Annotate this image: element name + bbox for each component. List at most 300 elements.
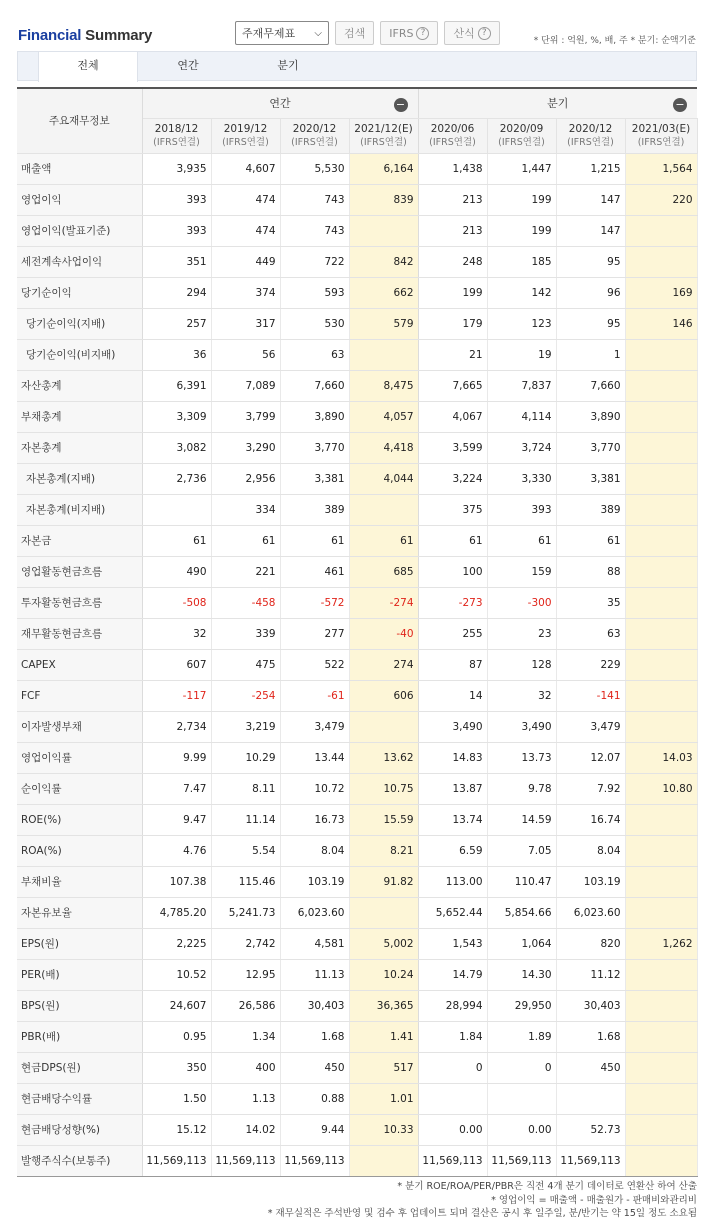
table-cell bbox=[625, 835, 697, 866]
row-label: ROA(%) bbox=[17, 835, 142, 866]
formula-help-button[interactable] bbox=[444, 21, 499, 45]
table-cell bbox=[418, 1083, 487, 1114]
table-cell: 3,599 bbox=[418, 432, 487, 463]
table-row bbox=[17, 1114, 697, 1145]
table-cell: 449 bbox=[211, 246, 280, 277]
footnote: * 분기 ROE/ROA/PER/PBR은 직전 4개 분기 데이터로 연환산 하여 산출 bbox=[397, 1181, 697, 1192]
table-cell: 4,607 bbox=[211, 153, 280, 184]
table-cell: 606 bbox=[349, 680, 418, 711]
table-cell: 6.59 bbox=[418, 835, 487, 866]
table-cell: 5,652.44 bbox=[418, 897, 487, 928]
table-cell bbox=[625, 339, 697, 370]
table-cell: 103.19 bbox=[280, 866, 349, 897]
table-cell: 6,391 bbox=[142, 370, 211, 401]
footnotes bbox=[268, 1180, 697, 1221]
table-cell: 11,569,113 bbox=[142, 1145, 211, 1176]
period-date: 2020/09 bbox=[499, 122, 544, 135]
table-cell bbox=[625, 711, 697, 742]
table-cell: 96 bbox=[556, 277, 625, 308]
table-cell: 820 bbox=[556, 928, 625, 959]
table-cell: 56 bbox=[211, 339, 280, 370]
table-cell: 12.95 bbox=[211, 959, 280, 990]
table-cell: 169 bbox=[625, 277, 697, 308]
table-cell: 1.68 bbox=[556, 1021, 625, 1052]
tab-quarter[interactable]: 분기 bbox=[277, 59, 299, 72]
table-cell: 3,082 bbox=[142, 432, 211, 463]
table-cell: 14.02 bbox=[211, 1114, 280, 1145]
table-cell bbox=[625, 1052, 697, 1083]
row-label: PBR(배) bbox=[17, 1021, 142, 1052]
row-label: 부채비율 bbox=[17, 866, 142, 897]
table-cell bbox=[625, 525, 697, 556]
table-cell: 579 bbox=[349, 308, 418, 339]
table-cell: 3,724 bbox=[487, 432, 556, 463]
table-cell: 375 bbox=[418, 494, 487, 525]
table-cell: 13.62 bbox=[349, 742, 418, 773]
table-cell: 91.82 bbox=[349, 866, 418, 897]
help-icon: ? bbox=[416, 27, 429, 40]
table-row bbox=[17, 742, 697, 773]
tab-all[interactable]: 전체 bbox=[38, 52, 138, 82]
period-basis: (IFRS연결) bbox=[429, 136, 476, 148]
table-cell: 0.00 bbox=[487, 1114, 556, 1145]
annual-group-label: 연간 bbox=[269, 97, 291, 111]
table-row bbox=[17, 959, 697, 990]
table-cell: 11,569,113 bbox=[418, 1145, 487, 1176]
period-basis: (IFRS연결) bbox=[360, 136, 407, 148]
table-cell: 3,890 bbox=[280, 401, 349, 432]
table-cell: 7.92 bbox=[556, 773, 625, 804]
table-cell: 11,569,113 bbox=[487, 1145, 556, 1176]
annual-group-header bbox=[142, 88, 418, 118]
table-cell: 8.11 bbox=[211, 773, 280, 804]
table-cell: 229 bbox=[556, 649, 625, 680]
table-cell: 19 bbox=[487, 339, 556, 370]
label-column-header: 주요재무정보 bbox=[17, 88, 142, 153]
table-cell: 1,564 bbox=[625, 153, 697, 184]
period-date: 2021/12(E) bbox=[354, 122, 413, 135]
table-cell: 142 bbox=[487, 277, 556, 308]
row-label: ROE(%) bbox=[17, 804, 142, 835]
table-cell: 662 bbox=[349, 277, 418, 308]
row-label: 세전계속사업이익 bbox=[17, 246, 142, 277]
table-cell: 317 bbox=[211, 308, 280, 339]
table-cell bbox=[625, 1021, 697, 1052]
table-cell: 0 bbox=[418, 1052, 487, 1083]
footnote: * 영업이익 = 매출액 - 매출원가 - 판매비와관리비 bbox=[491, 1194, 697, 1206]
period-header bbox=[349, 118, 418, 153]
header bbox=[0, 0, 706, 50]
table-cell: 3,381 bbox=[280, 463, 349, 494]
table-cell: 3,935 bbox=[142, 153, 211, 184]
table-cell: 722 bbox=[280, 246, 349, 277]
table-cell: 0.95 bbox=[142, 1021, 211, 1052]
table-row bbox=[17, 556, 697, 587]
table-cell: 61 bbox=[142, 525, 211, 556]
table-cell: 123 bbox=[487, 308, 556, 339]
table-cell: 110.47 bbox=[487, 866, 556, 897]
table-cell: 146 bbox=[625, 308, 697, 339]
table-row bbox=[17, 711, 697, 742]
table-cell: 87 bbox=[418, 649, 487, 680]
table-cell: 8,475 bbox=[349, 370, 418, 401]
table-cell: 607 bbox=[142, 649, 211, 680]
table-cell: 1 bbox=[556, 339, 625, 370]
table-cell: -273 bbox=[418, 587, 487, 618]
period-basis: (IFRS연결) bbox=[153, 136, 200, 148]
table-row bbox=[17, 1021, 697, 1052]
table-cell: 14.79 bbox=[418, 959, 487, 990]
table-cell: 277 bbox=[280, 618, 349, 649]
table-cell: 88 bbox=[556, 556, 625, 587]
row-label: 순이익률 bbox=[17, 773, 142, 804]
table-cell bbox=[625, 990, 697, 1021]
table-cell bbox=[625, 1083, 697, 1114]
table-cell: 1,064 bbox=[487, 928, 556, 959]
row-label: 영업이익(발표기준) bbox=[17, 215, 142, 246]
collapse-annual-icon[interactable]: − bbox=[394, 98, 408, 112]
table-cell: 3,479 bbox=[280, 711, 349, 742]
table-cell bbox=[625, 1114, 697, 1145]
table-cell: 10.52 bbox=[142, 959, 211, 990]
table-cell: 3,490 bbox=[418, 711, 487, 742]
table-cell: 13.44 bbox=[280, 742, 349, 773]
logo-financial: Financial bbox=[18, 27, 82, 44]
table-cell: 61 bbox=[280, 525, 349, 556]
table-cell: 7,837 bbox=[487, 370, 556, 401]
table-cell: 23 bbox=[487, 618, 556, 649]
table-cell bbox=[625, 432, 697, 463]
period-basis: (IFRS연결) bbox=[498, 136, 545, 148]
table-cell: 7.05 bbox=[487, 835, 556, 866]
table-cell: -61 bbox=[280, 680, 349, 711]
table-cell: 14.03 bbox=[625, 742, 697, 773]
table-cell: 3,309 bbox=[142, 401, 211, 432]
table-cell: 16.74 bbox=[556, 804, 625, 835]
table-cell: 2,742 bbox=[211, 928, 280, 959]
table-row bbox=[17, 897, 697, 928]
table-cell: 7,089 bbox=[211, 370, 280, 401]
table-cell: 461 bbox=[280, 556, 349, 587]
table-cell bbox=[625, 370, 697, 401]
table-cell: 0.88 bbox=[280, 1083, 349, 1114]
table-row bbox=[17, 618, 697, 649]
table-row bbox=[17, 804, 697, 835]
row-label: 부채총계 bbox=[17, 401, 142, 432]
logo-summary: Summary bbox=[81, 27, 153, 44]
table-row bbox=[17, 153, 697, 184]
table-cell bbox=[625, 897, 697, 928]
table-cell: 3,381 bbox=[556, 463, 625, 494]
table-cell bbox=[625, 680, 697, 711]
row-label: 자본총계(비지배) bbox=[17, 494, 142, 525]
period-header bbox=[625, 118, 697, 153]
table-cell: 11.12 bbox=[556, 959, 625, 990]
table-cell: 11,569,113 bbox=[211, 1145, 280, 1176]
table-cell: 13.73 bbox=[487, 742, 556, 773]
row-label: 자본총계(지배) bbox=[17, 463, 142, 494]
row-label: 재무활동현금흐름 bbox=[17, 618, 142, 649]
period-date: 2020/06 bbox=[430, 122, 475, 135]
table-cell: 36,365 bbox=[349, 990, 418, 1021]
table-cell: 61 bbox=[556, 525, 625, 556]
table-cell: 6,023.60 bbox=[556, 897, 625, 928]
table-cell: 517 bbox=[349, 1052, 418, 1083]
table-cell: 185 bbox=[487, 246, 556, 277]
table-cell: 4.76 bbox=[142, 835, 211, 866]
table-cell: 9.78 bbox=[487, 773, 556, 804]
row-label: BPS(원) bbox=[17, 990, 142, 1021]
table-cell: 199 bbox=[418, 277, 487, 308]
ifrs-help-button[interactable] bbox=[380, 21, 438, 45]
table-cell: 5.54 bbox=[211, 835, 280, 866]
table-row bbox=[17, 587, 697, 618]
table-cell: 2,734 bbox=[142, 711, 211, 742]
table-cell: 490 bbox=[142, 556, 211, 587]
row-label: 당기순이익 bbox=[17, 277, 142, 308]
table-cell bbox=[625, 463, 697, 494]
table-cell: 374 bbox=[211, 277, 280, 308]
period-header bbox=[487, 118, 556, 153]
table-cell: 1,215 bbox=[556, 153, 625, 184]
table-cell: 32 bbox=[487, 680, 556, 711]
table-cell: 6,023.60 bbox=[280, 897, 349, 928]
period-header bbox=[556, 118, 625, 153]
table-cell: 11.14 bbox=[211, 804, 280, 835]
row-label: EPS(원) bbox=[17, 928, 142, 959]
table-cell bbox=[625, 494, 697, 525]
table-cell: 257 bbox=[142, 308, 211, 339]
table-cell: -300 bbox=[487, 587, 556, 618]
table-row bbox=[17, 835, 697, 866]
table-cell bbox=[349, 215, 418, 246]
row-label: 현금배당성향(%) bbox=[17, 1114, 142, 1145]
table-cell: 7.47 bbox=[142, 773, 211, 804]
period-header bbox=[142, 118, 211, 153]
table-cell: 10.33 bbox=[349, 1114, 418, 1145]
table-cell: 8.04 bbox=[280, 835, 349, 866]
table-cell: 5,241.73 bbox=[211, 897, 280, 928]
table-cell: 839 bbox=[349, 184, 418, 215]
table-cell: 15.12 bbox=[142, 1114, 211, 1145]
table-cell: 213 bbox=[418, 215, 487, 246]
table-cell: 5,854.66 bbox=[487, 897, 556, 928]
table-row bbox=[17, 370, 697, 401]
table-cell: 0.00 bbox=[418, 1114, 487, 1145]
table-cell: 128 bbox=[487, 649, 556, 680]
table-cell: 393 bbox=[487, 494, 556, 525]
table-cell bbox=[625, 804, 697, 835]
row-label: 발행주식수(보통주) bbox=[17, 1145, 142, 1176]
search-button[interactable] bbox=[335, 21, 374, 45]
table-row bbox=[17, 928, 697, 959]
ifrs-button-label: IFRS bbox=[389, 26, 414, 40]
table-cell: 7,660 bbox=[556, 370, 625, 401]
table-cell: 29,950 bbox=[487, 990, 556, 1021]
table-cell: 100 bbox=[418, 556, 487, 587]
table-cell: 95 bbox=[556, 246, 625, 277]
table-cell: 61 bbox=[349, 525, 418, 556]
table-cell: 248 bbox=[418, 246, 487, 277]
table-cell: 339 bbox=[211, 618, 280, 649]
row-label: 영업이익률 bbox=[17, 742, 142, 773]
table-cell bbox=[625, 401, 697, 432]
formula-button-label: 산식 bbox=[453, 27, 475, 40]
table-cell: 147 bbox=[556, 184, 625, 215]
table-cell: 4,057 bbox=[349, 401, 418, 432]
table-row bbox=[17, 1083, 697, 1114]
row-label: 매출액 bbox=[17, 153, 142, 184]
table-cell: 10.24 bbox=[349, 959, 418, 990]
table-cell: 474 bbox=[211, 184, 280, 215]
table-cell: 7,665 bbox=[418, 370, 487, 401]
table-row bbox=[17, 866, 697, 897]
statement-type-select[interactable] bbox=[235, 21, 329, 45]
row-label: 이자발생부채 bbox=[17, 711, 142, 742]
table-cell: 294 bbox=[142, 277, 211, 308]
table-cell: 35 bbox=[556, 587, 625, 618]
table-cell: 3,330 bbox=[487, 463, 556, 494]
table-cell: 11,569,113 bbox=[280, 1145, 349, 1176]
table-cell: 7,660 bbox=[280, 370, 349, 401]
table-cell: 1.50 bbox=[142, 1083, 211, 1114]
table-cell bbox=[625, 649, 697, 680]
table-cell: 61 bbox=[211, 525, 280, 556]
table-cell: 221 bbox=[211, 556, 280, 587]
table-cell: 350 bbox=[142, 1052, 211, 1083]
table-cell: 26,586 bbox=[211, 990, 280, 1021]
table-row bbox=[17, 680, 697, 711]
table-cell: 334 bbox=[211, 494, 280, 525]
table-cell: 52.73 bbox=[556, 1114, 625, 1145]
table-row bbox=[17, 339, 697, 370]
period-date: 2018/12 bbox=[154, 122, 199, 135]
table-cell: 9.99 bbox=[142, 742, 211, 773]
table-cell: 179 bbox=[418, 308, 487, 339]
table-cell bbox=[349, 897, 418, 928]
period-date: 2021/03(E) bbox=[631, 122, 691, 135]
table-row bbox=[17, 277, 697, 308]
table-cell: 159 bbox=[487, 556, 556, 587]
table-cell: -274 bbox=[349, 587, 418, 618]
table-cell: 10.80 bbox=[625, 773, 697, 804]
table-cell: 1.89 bbox=[487, 1021, 556, 1052]
table-cell: 14.30 bbox=[487, 959, 556, 990]
row-label: FCF bbox=[17, 680, 142, 711]
table-cell: 199 bbox=[487, 215, 556, 246]
period-header bbox=[211, 118, 280, 153]
table-cell: 743 bbox=[280, 215, 349, 246]
table-cell: 530 bbox=[280, 308, 349, 339]
toolbar bbox=[235, 21, 500, 45]
quarter-group-label: 분기 bbox=[547, 97, 569, 111]
row-label: CAPEX bbox=[17, 649, 142, 680]
table-cell: 0 bbox=[487, 1052, 556, 1083]
financial-summary-table bbox=[17, 87, 698, 1177]
table-cell bbox=[142, 494, 211, 525]
row-label: 영업활동현금흐름 bbox=[17, 556, 142, 587]
table-cell bbox=[625, 246, 697, 277]
table-cell: 351 bbox=[142, 246, 211, 277]
row-label: 현금DPS(원) bbox=[17, 1052, 142, 1083]
row-label: 자본유보율 bbox=[17, 897, 142, 928]
table-row bbox=[17, 463, 697, 494]
table-cell bbox=[625, 556, 697, 587]
table-cell: 10.75 bbox=[349, 773, 418, 804]
table-cell: 1,447 bbox=[487, 153, 556, 184]
table-cell: 1.84 bbox=[418, 1021, 487, 1052]
table-row bbox=[17, 246, 697, 277]
table-cell: 593 bbox=[280, 277, 349, 308]
table-cell: 113.00 bbox=[418, 866, 487, 897]
table-cell: 1,543 bbox=[418, 928, 487, 959]
table-cell: 107.38 bbox=[142, 866, 211, 897]
table-cell bbox=[625, 1145, 697, 1176]
table-cell: 10.29 bbox=[211, 742, 280, 773]
table-cell: 28,994 bbox=[418, 990, 487, 1021]
table-cell: 61 bbox=[418, 525, 487, 556]
table-cell: 115.46 bbox=[211, 866, 280, 897]
table-cell: 11.13 bbox=[280, 959, 349, 990]
table-cell: 4,114 bbox=[487, 401, 556, 432]
table-cell bbox=[625, 215, 697, 246]
table-cell: 14.83 bbox=[418, 742, 487, 773]
table-cell: 2,956 bbox=[211, 463, 280, 494]
table-cell: 11,569,113 bbox=[556, 1145, 625, 1176]
period-basis: (IFRS연결) bbox=[637, 136, 685, 148]
collapse-quarter-icon[interactable]: − bbox=[673, 98, 687, 112]
table-row bbox=[17, 494, 697, 525]
table-cell: 474 bbox=[211, 215, 280, 246]
table-cell: 450 bbox=[556, 1052, 625, 1083]
table-cell: 274 bbox=[349, 649, 418, 680]
table-cell: 1,438 bbox=[418, 153, 487, 184]
table-cell: 147 bbox=[556, 215, 625, 246]
table-cell: 393 bbox=[142, 184, 211, 215]
table-cell: 1.01 bbox=[349, 1083, 418, 1114]
tab-annual[interactable]: 연간 bbox=[177, 59, 199, 72]
table-cell: 400 bbox=[211, 1052, 280, 1083]
table-cell: -458 bbox=[211, 587, 280, 618]
period-header bbox=[280, 118, 349, 153]
table-cell: 1.13 bbox=[211, 1083, 280, 1114]
table-row bbox=[17, 308, 697, 339]
row-label: 당기순이익(비지배) bbox=[17, 339, 142, 370]
table-cell: -572 bbox=[280, 587, 349, 618]
table-cell bbox=[625, 959, 697, 990]
period-date: 2020/12 bbox=[568, 122, 613, 135]
table-cell: 393 bbox=[142, 215, 211, 246]
table-cell: 103.19 bbox=[556, 866, 625, 897]
table-cell: 14 bbox=[418, 680, 487, 711]
search-button-label: 검색 bbox=[344, 27, 366, 40]
table-cell bbox=[349, 339, 418, 370]
row-label: 자본금 bbox=[17, 525, 142, 556]
table-cell: 6,164 bbox=[349, 153, 418, 184]
table-cell: 1.41 bbox=[349, 1021, 418, 1052]
quarter-group-header bbox=[418, 88, 697, 118]
table-cell: 2,225 bbox=[142, 928, 211, 959]
table-row bbox=[17, 990, 697, 1021]
table-cell: 685 bbox=[349, 556, 418, 587]
period-basis: (IFRS연결) bbox=[567, 136, 614, 148]
table-row bbox=[17, 773, 697, 804]
table-cell: 5,530 bbox=[280, 153, 349, 184]
table-cell: 9.47 bbox=[142, 804, 211, 835]
row-label: 현금배당수익률 bbox=[17, 1083, 142, 1114]
table-cell bbox=[625, 866, 697, 897]
table-cell: 9.44 bbox=[280, 1114, 349, 1145]
